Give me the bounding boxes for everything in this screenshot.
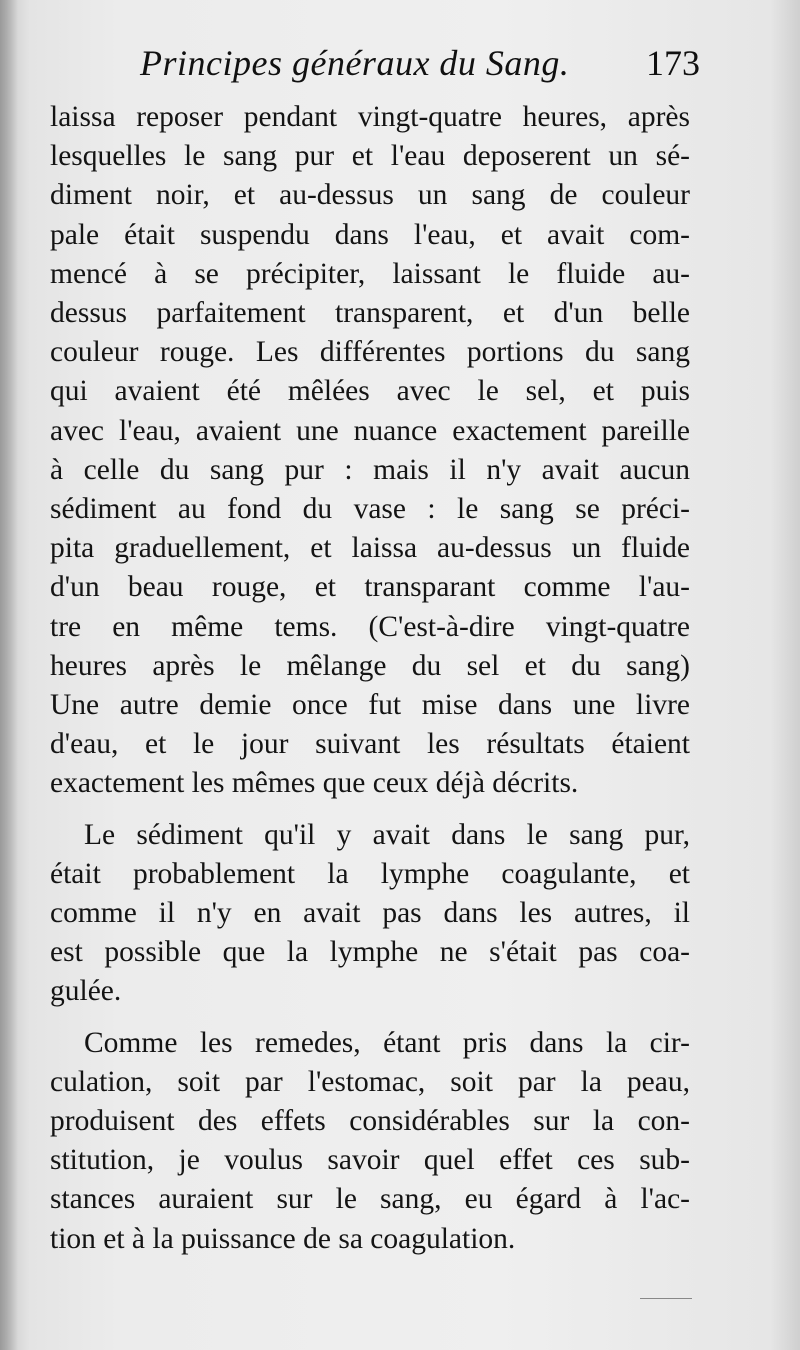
text-line: stitution, je voulus savoir quel effet ces sub-	[50, 1144, 690, 1177]
text-line: tre en même tems. (C'est-à-dire vingt-quatre	[50, 610, 690, 643]
bottom-rule	[640, 1298, 692, 1299]
text-line: sédiment au fond du vase : le sang se préci-	[50, 493, 690, 526]
text-line: lesquelles le sang pur et l'eau deposerent un sé-	[50, 140, 690, 173]
text-line: dessus parfaitement transparent, et d'un belle	[50, 297, 690, 330]
text-line: heures après le mêlange du sel et du sang)	[50, 649, 690, 682]
gutter-shadow	[0, 0, 18, 1350]
text-line: à celle du sang pur : mais il n'y avait aucun	[50, 453, 690, 486]
text-line: Comme les remedes, étant pris dans la cir-	[84, 1026, 690, 1059]
text-line: est possible que la lymphe ne s'était pas coa-	[50, 936, 690, 969]
paragraph-3	[50, 1024, 690, 1259]
text-line: mencé à se précipiter, laissant le fluide au-	[50, 257, 690, 290]
text-line: d'un beau rouge, et transparant comme l'au-	[50, 571, 690, 604]
page-number: 173	[646, 43, 700, 83]
text-line: stances auraient sur le sang, eu égard à l'ac-	[50, 1183, 690, 1216]
text-line: exactement les mêmes que ceux déjà décrits.	[50, 767, 579, 800]
paragraph-1	[50, 98, 690, 804]
text-line: diment noir, et au-dessus un sang de couleur	[50, 179, 690, 212]
text-line: Le sédiment qu'il y avait dans le sang pur,	[84, 818, 690, 851]
text-line: pita graduellement, et laissa au-dessus un fluide	[50, 532, 690, 565]
text-line: était probablement la lymphe coagulante, et	[50, 857, 690, 890]
text-line: tion et à la puissance de sa coagulation.	[50, 1222, 516, 1255]
body-text	[50, 98, 690, 1259]
text-line: laissa reposer pendant vingt-quatre heures, après	[50, 101, 690, 133]
text-line: gulée.	[50, 975, 122, 1008]
text-line: d'eau, et le jour suivant les résultats étaient	[50, 728, 690, 761]
text-line: produisent des effets considérables sur la con-	[50, 1105, 690, 1138]
text-line: qui avaient été mêlées avec le sel, et puis	[50, 375, 690, 408]
text-line: couleur rouge. Les différentes portions du sang	[50, 336, 690, 369]
text-line: Une autre demie once fut mise dans une livre	[50, 689, 690, 722]
running-title: Principes généraux du Sang.	[140, 43, 570, 83]
text-line: avec l'eau, avaient une nuance exactement pareille	[50, 414, 690, 447]
text-line: culation, soit par l'estomac, soit par la peau,	[50, 1065, 690, 1098]
text-line: comme il n'y en avait pas dans les autres, il	[50, 897, 690, 930]
page-header	[140, 40, 700, 96]
paragraph-2	[50, 816, 690, 1012]
text-line: pale était suspendu dans l'eau, et avait com-	[50, 218, 690, 251]
